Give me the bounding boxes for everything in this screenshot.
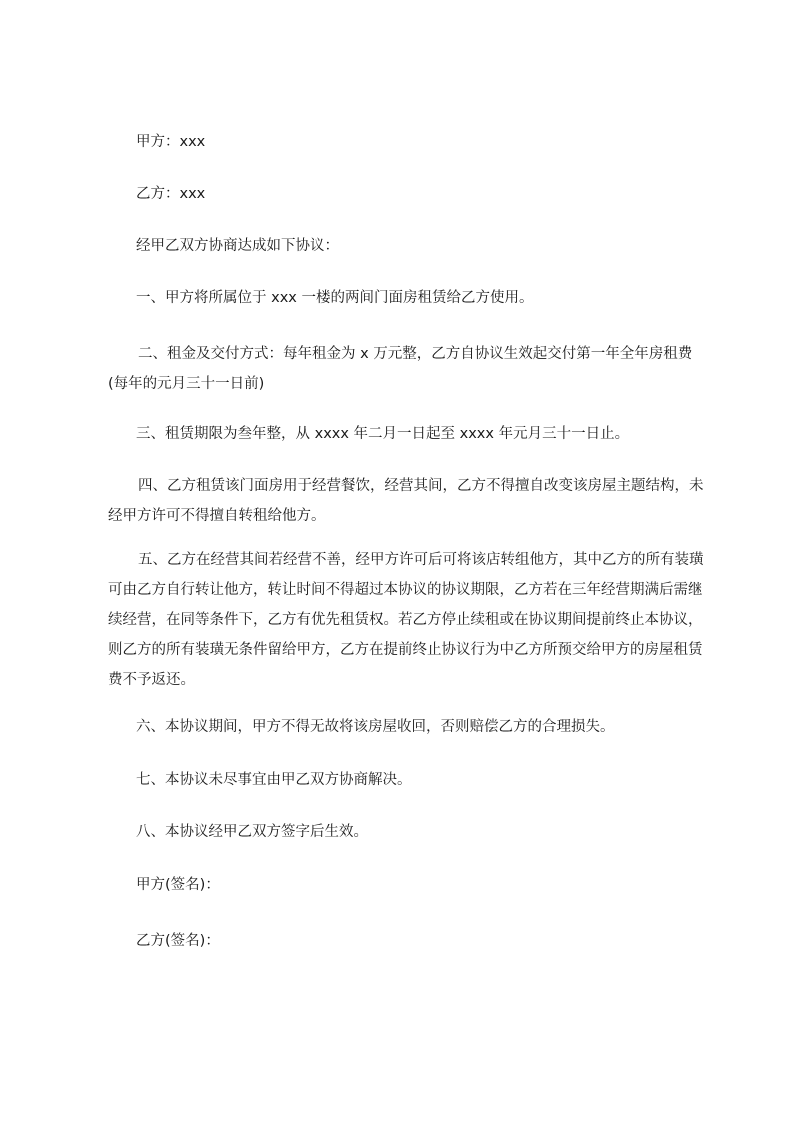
clause-1: 一、甲方将所属位于 xxx 一楼的两间门面房租赁给乙方使用。 (136, 290, 534, 306)
clause-6: 六、本协议期间，甲方不得无故将该房屋收回，否则赔偿乙方的合理损失。 (136, 719, 615, 735)
clause-8: 八、本协议经甲乙双方签字后生效。 (136, 824, 368, 840)
signature-party-a: 甲方(签名)： (136, 877, 220, 893)
clause-3: 三、租赁期限为叁年整，从 xxxx 年二月一日起至 xxxx 年元月三十一日止。 (136, 426, 630, 442)
intro-line: 经甲乙双方协商达成如下协议： (136, 238, 339, 254)
clause-4: 四、乙方租赁该门面房用于经营餐饮，经营其间，乙方不得擅自改变该房屋主题结构，未经甲方许可不得擅自转租给他方。 (108, 478, 704, 524)
clause-2: 二、租金及交付方式：每年租金为 x 万元整，乙方自协议生效起交付第一年全年房租费(每年的元月三十一日前) (108, 346, 693, 392)
party-a-line: 甲方：xxx (136, 134, 206, 150)
clause-5: 五、乙方在经营其间若经营不善，经甲方许可后可将该店转组他方，其中乙方的所有装璜可由乙方自行转让他方，转让时间不得超过本协议的协议期限，乙方若在三年经营期满后需继续经营，在同等条件下，乙方有优先租赁权。若乙方停止续租或在协议期间提前终止本协议，则乙方的所有装璜无条件留给甲方，乙方在提前终止协议行为中乙方所预交给甲方的房屋租赁费不予返还。 (108, 552, 704, 688)
party-b-line: 乙方：xxx (136, 186, 206, 202)
signature-party-b: 乙方(签名)： (136, 933, 220, 949)
clause-7: 七、本协议未尽事宜由甲乙双方协商解决。 (136, 772, 412, 788)
